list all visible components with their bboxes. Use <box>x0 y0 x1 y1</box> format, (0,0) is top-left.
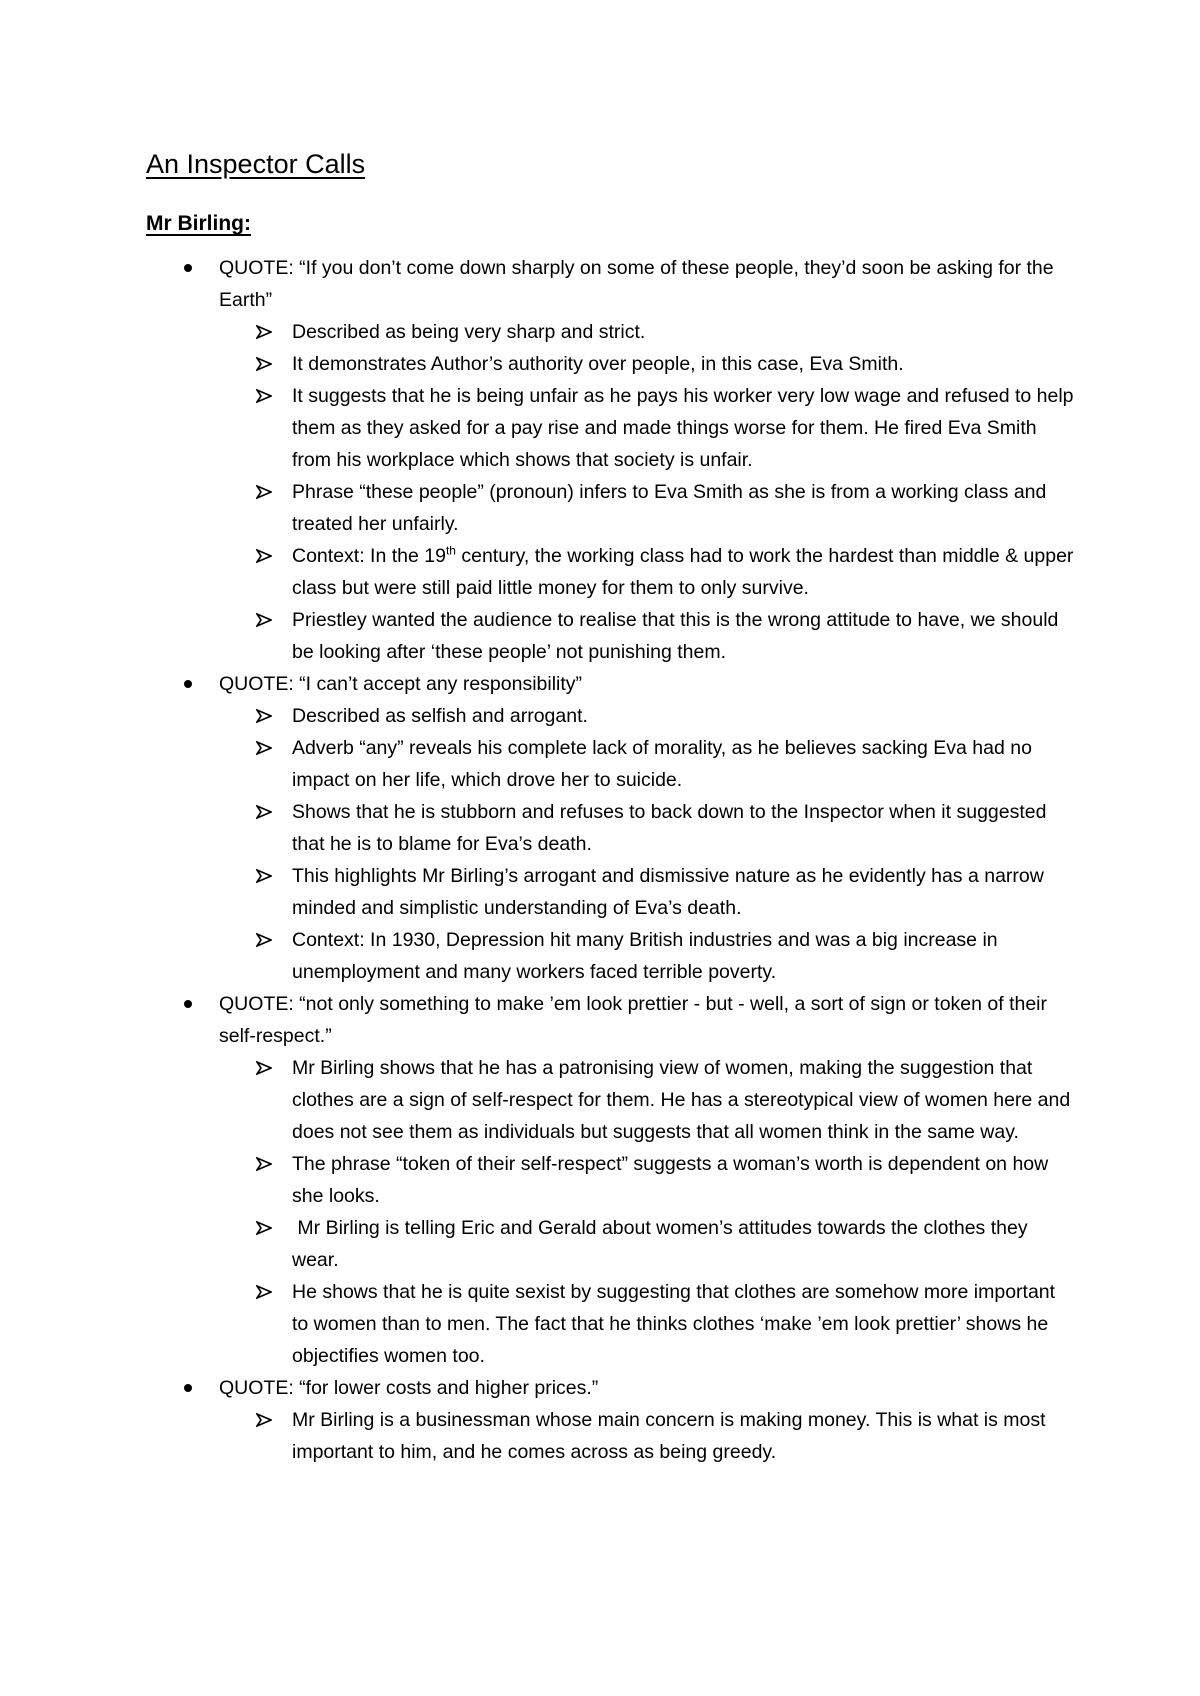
quote-list <box>146 252 1076 1468</box>
arrow-bullet-icon <box>256 1221 272 1235</box>
arrow-bullet-icon <box>256 357 272 371</box>
point-item <box>146 380 1076 476</box>
point-text: This highlights Mr Birling’s arrogant and dismissive nature as he evidently has a narrow minded and simplistic understanding of Eva’s death. <box>292 865 1044 919</box>
point-item <box>146 316 1076 348</box>
point-item <box>146 1212 1076 1276</box>
quote-item <box>146 668 1076 988</box>
point-item-context <box>146 540 1076 604</box>
arrow-bullet-icon <box>256 709 272 723</box>
point-list <box>219 1404 1076 1468</box>
point-text: The phrase “token of their self-respect” suggests a woman’s worth is dependent on how she looks. <box>292 1153 1049 1207</box>
point-text: It suggests that he is being unfair as he pays his worker very low wage and refused to help them as they asked for a pay rise and made things worse for them. He fired Eva Smith from his workplace which shows that society is unfair. <box>292 385 1074 471</box>
quote-text: QUOTE: “for lower costs and higher prices.” <box>219 1377 599 1399</box>
arrow-bullet-icon <box>256 1285 272 1299</box>
arrow-bullet-icon <box>256 1413 272 1427</box>
quote-text: QUOTE: “I can’t accept any responsibility” <box>219 673 583 695</box>
quote-item <box>146 988 1076 1372</box>
quote-text: QUOTE: “not only something to make ’em look prettier - but - well, a sort of sign or token of their self-respect.” <box>219 993 1048 1047</box>
point-item <box>146 700 1076 732</box>
bullet-dot-icon <box>184 264 192 272</box>
point-text: Context: In 1930, Depression hit many British industries and was a big increase in unemployment and many workers faced terrible poverty. <box>292 929 998 983</box>
arrow-bullet-icon <box>256 1157 272 1171</box>
arrow-bullet-icon <box>256 1061 272 1075</box>
point-item <box>146 924 1076 988</box>
arrow-bullet-icon <box>256 805 272 819</box>
point-text: Described as selfish and arrogant. <box>292 705 588 727</box>
point-item <box>146 1276 1076 1372</box>
point-text: Priestley wanted the audience to realise that this is the wrong attitude to have, we should be looking after ‘these people’ not punishing them. <box>292 609 1059 663</box>
arrow-bullet-icon <box>256 741 272 755</box>
point-item <box>146 860 1076 924</box>
superscript-th: th <box>445 543 456 558</box>
point-text-after: century, the working class had to work the hardest than middle & upper class but were still paid little money for them to only survive. <box>292 545 1074 599</box>
point-text-before: Context: In the 19 <box>292 545 446 567</box>
arrow-bullet-icon <box>256 549 272 563</box>
bullet-dot-icon <box>184 1384 192 1392</box>
point-item <box>146 348 1076 380</box>
point-text: Shows that he is stubborn and refuses to back down to the Inspector when it suggested that he is to blame for Eva’s death. <box>292 801 1047 855</box>
bullet-dot-icon <box>184 680 192 688</box>
arrow-bullet-icon <box>256 613 272 627</box>
quote-item <box>146 1372 1076 1468</box>
point-list <box>219 1052 1076 1372</box>
quote-item <box>146 252 1076 668</box>
point-text: Mr Birling shows that he has a patronising view of women, making the suggestion that clothes are a sign of self-respect for them. He has a stereotypical view of women here and does not see them as individuals but suggests that all women think in the same way. <box>292 1057 1071 1143</box>
arrow-bullet-icon <box>256 325 272 339</box>
point-item <box>146 476 1076 540</box>
bullet-dot-icon <box>184 1000 192 1008</box>
arrow-bullet-icon <box>256 389 272 403</box>
point-text: Mr Birling is telling Eric and Gerald about women’s attitudes towards the clothes they wear. <box>292 1217 1034 1271</box>
point-item <box>146 1052 1076 1148</box>
point-item <box>146 732 1076 796</box>
point-text: Adverb “any” reveals his complete lack of morality, as he believes sacking Eva had no impact on her life, which drove her to suicide. <box>292 737 1032 791</box>
document-content <box>146 146 1076 1468</box>
point-item <box>146 796 1076 860</box>
quote-text: QUOTE: “If you don’t come down sharply on some of these people, they’d soon be asking for the Earth” <box>219 257 1054 311</box>
point-item <box>146 1404 1076 1468</box>
arrow-bullet-icon <box>256 485 272 499</box>
point-text: Described as being very sharp and strict. <box>292 321 646 343</box>
arrow-bullet-icon <box>256 933 272 947</box>
document-title: An Inspector Calls <box>146 149 366 179</box>
point-list <box>219 316 1076 668</box>
point-item <box>146 604 1076 668</box>
point-text: He shows that he is quite sexist by suggesting that clothes are somehow more important to women than to men. The fact that he thinks clothes ‘make ’em look prettier’ shows he objectifies women too. <box>292 1281 1056 1367</box>
point-text: It demonstrates Author’s authority over people, in this case, Eva Smith. <box>292 353 904 375</box>
section-title-mr-birling: Mr Birling: <box>146 212 251 235</box>
point-list <box>219 700 1076 988</box>
arrow-bullet-icon <box>256 869 272 883</box>
point-text: Phrase “these people” (pronoun) infers to Eva Smith as she is from a working class and treated her unfairly. <box>292 481 1047 535</box>
point-text: Mr Birling is a businessman whose main concern is making money. This is what is most important to him, and he comes across as being greedy. <box>292 1409 1046 1463</box>
point-item <box>146 1148 1076 1212</box>
